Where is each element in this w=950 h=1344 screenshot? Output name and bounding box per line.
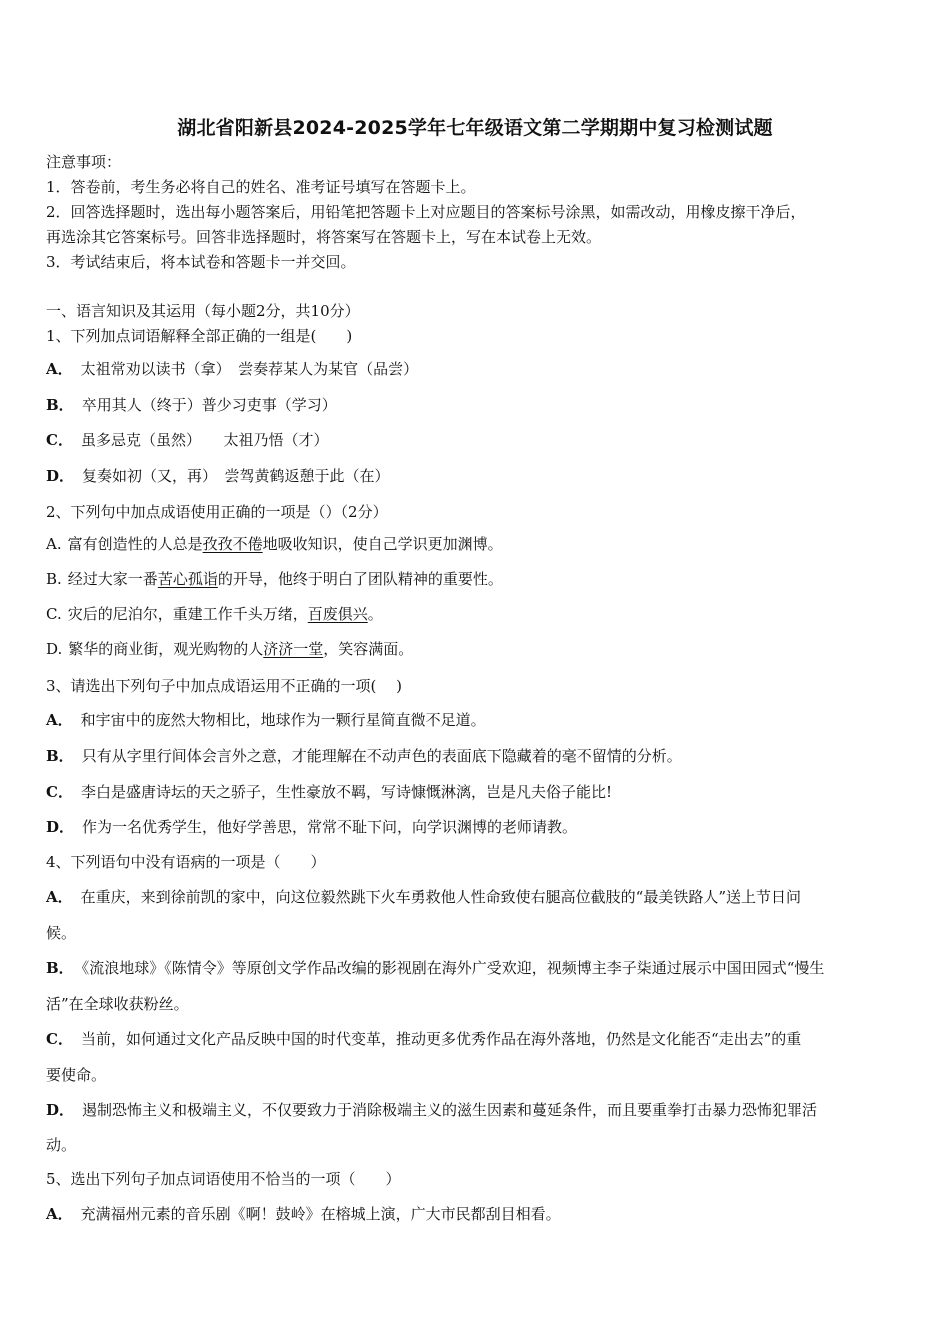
q2-option-b — [46, 569, 503, 589]
option-label: A． — [46, 888, 73, 906]
option-idiom: 百废俱兴 — [307, 605, 368, 623]
option-text: 在重庆，来到徐前凯的家中，向这位毅然跳下火车勇救他人性命致使右腿高位截肢的“最美铁路人”送上节日问 — [80, 888, 801, 906]
notice-item: 2．回答选择题时，选出每小题答案后，用铅笔把答题卡上对应题目的答案标号涂黑，如需改动，用橡皮擦干净后， — [46, 203, 806, 221]
q4-option-d-cont: 动。 — [46, 1136, 77, 1154]
option-text-pre: 富有创造性的人总是 — [67, 535, 203, 553]
option-text: 和宇宙中的庞然大物相比，地球作为一颗行星简直微不足道。 — [80, 711, 486, 729]
option-text: 复奏如初（又，再） 尝驾黄鹤返憩于此（在） — [82, 467, 390, 485]
section-heading: 一、语言知识及其运用（每小题2分，共10分） — [46, 302, 360, 320]
q1-option-c — [46, 430, 328, 450]
option-text: 充满福州元素的音乐剧《啊！鼓岭》在榕城上演，广大市民都刮目相看。 — [80, 1205, 561, 1223]
option-label: B． — [46, 959, 74, 977]
option-text: 只有从字里行间体会言外之意，才能理解在不动声色的表面底下隐藏着的毫不留情的分析。 — [81, 747, 682, 765]
question-5-stem: 5、选出下列句子加点词语使用不恰当的一项（ ） — [46, 1170, 401, 1188]
option-label: A． — [46, 360, 73, 378]
q2-option-c — [46, 604, 383, 624]
q4-option-b-cont: 活”在全球收获粉丝。 — [46, 995, 189, 1013]
q4-option-a-cont: 候。 — [46, 924, 77, 942]
q4-option-d — [46, 1100, 817, 1120]
option-text-pre: 繁华的商业街，观光购物的人 — [68, 640, 264, 658]
option-idiom: 苦心孤诣 — [157, 570, 218, 588]
option-text: 卒用其人（终于）普少习吏事（学习） — [81, 396, 337, 414]
q1-option-b — [46, 395, 337, 415]
question-4-stem: 4、下列语句中没有语病的一项是（ ） — [46, 853, 326, 871]
q4-option-a — [46, 887, 801, 907]
option-text: 太祖常劝以读书（拿） 尝奏荐某人为某官（品尝） — [80, 360, 419, 378]
q4-option-b — [46, 958, 824, 978]
notice-item: 1．答卷前，考生务必将自己的姓名、准考证号填写在答题卡上。 — [46, 178, 476, 196]
option-idiom: 孜孜不倦 — [202, 535, 263, 553]
option-text-post: 的开导，他终于明白了团队精神的重要性。 — [217, 570, 503, 588]
option-label: C． — [46, 783, 73, 801]
option-text-post: 地吸收知识，使自己学识更加渊博。 — [262, 535, 503, 553]
option-text: 遏制恐怖主义和极端主义，不仅要致力于消除极端主义的滋生因素和蔓延条件，而且要重拳打击暴力恐怖犯罪活 — [82, 1101, 818, 1119]
option-label: D． — [46, 818, 75, 836]
option-text: 虽多忌克（虽然） 太祖乃悟（才） — [80, 431, 329, 449]
notice-item: 3．考试结束后，将本试卷和答题卡一并交回。 — [46, 253, 356, 271]
option-text: 当前，如何通过文化产品反映中国的时代变革，推动更多优秀作品在海外落地，仍然是文化能否“走出去”的重 — [80, 1030, 802, 1048]
page-title: 湖北省阳新县2024-2025学年七年级语文第二学期期中复习检测试题 — [177, 117, 773, 139]
option-text-post: 。 — [367, 605, 383, 623]
option-label: C. — [46, 605, 62, 623]
option-label: B． — [46, 747, 74, 765]
option-label: D． — [46, 1101, 75, 1119]
option-label: A． — [46, 711, 73, 729]
option-label: A． — [46, 1205, 73, 1223]
option-label: D. — [46, 640, 63, 658]
question-3-stem: 3、请选出下列句子中加点成语运用不正确的一项( ) — [46, 677, 403, 695]
q4-option-c — [46, 1029, 801, 1049]
q1-option-d — [46, 466, 390, 486]
option-text: 作为一名优秀学生，他好学善思，常常不耻下问，向学识渊博的老师请教。 — [82, 818, 578, 836]
q3-option-c — [46, 782, 612, 802]
q3-option-d — [46, 817, 577, 837]
q3-option-a — [46, 710, 486, 730]
question-1-stem: 1、下列加点词语解释全部正确的一组是( ) — [46, 327, 353, 345]
option-label: C． — [46, 1030, 73, 1048]
option-idiom: 济济一堂 — [263, 640, 324, 658]
option-label: C． — [46, 431, 73, 449]
option-text-pre: 经过大家一番 — [67, 570, 158, 588]
notice-item: 再选涂其它答案标号。回答非选择题时，将答案写在答题卡上，写在本试卷上无效。 — [46, 228, 602, 246]
option-text-pre: 灾后的尼泊尔，重建工作千头万绪， — [67, 605, 308, 623]
option-label: D． — [46, 467, 75, 485]
q4-option-c-cont: 要使命。 — [46, 1066, 107, 1084]
option-label: B. — [46, 570, 62, 588]
option-text: 《流浪地球》《陈情令》等原创文学作品改编的影视剧在海外广受欢迎，视频博主李子柒通过展示中国田园式“慢生 — [81, 959, 825, 977]
q2-option-d — [46, 639, 413, 659]
q1-option-a — [46, 359, 418, 379]
notice-heading: 注意事项： — [46, 153, 122, 171]
option-label: A. — [46, 535, 62, 553]
q3-option-b — [46, 746, 682, 766]
q2-option-a — [46, 534, 503, 554]
option-text-post: ，笑容满面。 — [323, 640, 414, 658]
question-2-stem: 2、下列句中加点成语使用正确的一项是（）（2分） — [46, 503, 388, 521]
option-text: 李白是盛唐诗坛的天之骄子，生性豪放不羁，写诗慷慨淋漓，岂是凡夫俗子能比! — [80, 783, 612, 801]
option-label: B． — [46, 396, 74, 414]
q5-option-a — [46, 1204, 561, 1224]
